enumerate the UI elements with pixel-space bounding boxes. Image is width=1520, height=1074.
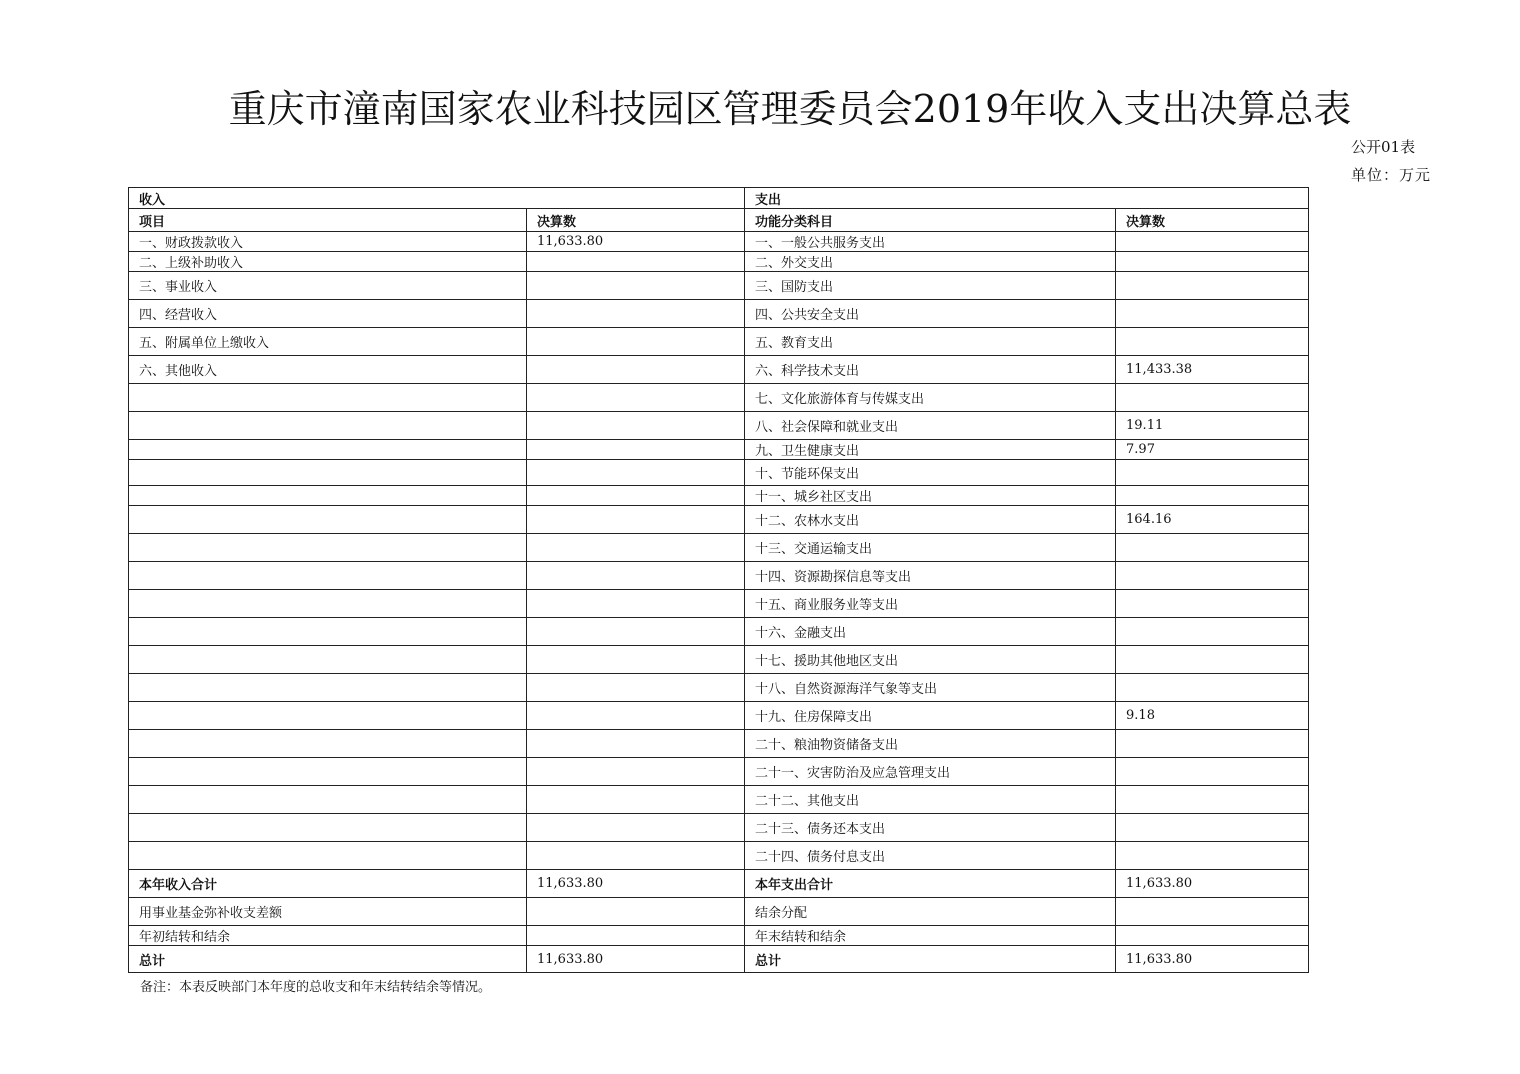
expense-amount-cell: 164.16 xyxy=(1116,506,1309,534)
col-header-amount2: 决算数 xyxy=(1116,209,1309,232)
expense-amount-cell xyxy=(1116,384,1309,412)
year-expense-label: 本年支出合计 xyxy=(745,870,1116,898)
income-amount-cell xyxy=(527,618,745,646)
page-title: 重庆市潼南国家农业科技园区管理委员会2019年收入支出决算总表 xyxy=(228,87,1352,131)
income-item-cell xyxy=(129,814,527,842)
expense-item-cell: 二十二、其他支出 xyxy=(745,786,1116,814)
expense-item-cell: 十三、交通运输支出 xyxy=(745,534,1116,562)
income-item-cell: 六、其他收入 xyxy=(129,356,527,384)
income-item-cell: 五、附属单位上缴收入 xyxy=(129,328,527,356)
expense-amount-cell xyxy=(1116,252,1309,272)
unit-label: 单位：万元 xyxy=(1351,166,1432,184)
income-item-cell: 四、经营收入 xyxy=(129,300,527,328)
expense-amount-cell xyxy=(1116,786,1309,814)
income-amount-cell xyxy=(527,562,745,590)
table-row xyxy=(129,300,1309,328)
expense-amount-cell xyxy=(1116,486,1309,506)
income-amount-cell xyxy=(527,814,745,842)
total-expense-value: 11,633.80 xyxy=(1116,946,1309,973)
expense-item-cell: 十二、农林水支出 xyxy=(745,506,1116,534)
income-amount-cell: 11,633.80 xyxy=(527,232,745,252)
income-item-cell xyxy=(129,506,527,534)
begin-value xyxy=(527,926,745,946)
income-item-cell: 三、事业收入 xyxy=(129,272,527,300)
end-label: 年末结转和结余 xyxy=(745,926,1116,946)
expense-item-cell: 八、社会保障和就业支出 xyxy=(745,412,1116,440)
col-header-item: 项目 xyxy=(129,209,527,232)
table-row xyxy=(129,842,1309,870)
income-amount-cell xyxy=(527,534,745,562)
table-row xyxy=(129,702,1309,730)
table-row xyxy=(129,534,1309,562)
year-expense-value: 11,633.80 xyxy=(1116,870,1309,898)
income-amount-cell xyxy=(527,440,745,460)
table-row xyxy=(129,440,1309,460)
year-income-value: 11,633.80 xyxy=(527,870,745,898)
expense-amount-cell xyxy=(1116,562,1309,590)
expense-item-cell: 十九、住房保障支出 xyxy=(745,702,1116,730)
surplus-dist-value xyxy=(1116,898,1309,926)
table-row xyxy=(129,814,1309,842)
table-row xyxy=(129,412,1309,440)
col-header-amount: 决算数 xyxy=(527,209,745,232)
budget-table xyxy=(128,187,1309,973)
col-header-func-item: 功能分类科目 xyxy=(745,209,1116,232)
expense-item-cell: 二十一、灾害防治及应急管理支出 xyxy=(745,758,1116,786)
income-amount-cell xyxy=(527,384,745,412)
income-amount-cell xyxy=(527,272,745,300)
table-row xyxy=(129,758,1309,786)
income-item-cell xyxy=(129,590,527,618)
income-item-cell xyxy=(129,384,527,412)
expense-item-cell: 三、国防支出 xyxy=(745,272,1116,300)
expense-amount-cell xyxy=(1116,460,1309,486)
expense-amount-cell xyxy=(1116,814,1309,842)
income-item-cell xyxy=(129,412,527,440)
income-item-cell xyxy=(129,758,527,786)
expense-item-cell: 十、节能环保支出 xyxy=(745,460,1116,486)
income-amount-cell xyxy=(527,758,745,786)
expense-amount-cell xyxy=(1116,758,1309,786)
footnote: 备注：本表反映部门本年度的总收支和年末结转结余等情况。 xyxy=(140,980,492,995)
income-amount-cell xyxy=(527,356,745,384)
income-amount-cell xyxy=(527,486,745,506)
expense-header: 支出 xyxy=(745,188,1309,209)
grand-total-row xyxy=(129,946,1309,973)
income-item-cell xyxy=(129,702,527,730)
expense-amount-cell: 19.11 xyxy=(1116,412,1309,440)
table-row xyxy=(129,674,1309,702)
end-value xyxy=(1116,926,1309,946)
income-header: 收入 xyxy=(129,188,745,209)
expense-amount-cell xyxy=(1116,618,1309,646)
table-row xyxy=(129,590,1309,618)
expense-item-cell: 十四、资源勘探信息等支出 xyxy=(745,562,1116,590)
expense-amount-cell: 11,433.38 xyxy=(1116,356,1309,384)
year-income-label: 本年收入合计 xyxy=(129,870,527,898)
table-row xyxy=(129,646,1309,674)
table-row xyxy=(129,232,1309,252)
table-row xyxy=(129,786,1309,814)
expense-item-cell: 四、公共安全支出 xyxy=(745,300,1116,328)
income-amount-cell xyxy=(527,674,745,702)
income-item-cell xyxy=(129,646,527,674)
expense-amount-cell xyxy=(1116,842,1309,870)
income-item-cell xyxy=(129,618,527,646)
income-amount-cell xyxy=(527,412,745,440)
expense-item-cell: 九、卫生健康支出 xyxy=(745,440,1116,460)
expense-amount-cell xyxy=(1116,534,1309,562)
column-header-row xyxy=(129,209,1309,232)
expense-amount-cell: 7.97 xyxy=(1116,440,1309,460)
fund-label: 用事业基金弥补收支差额 xyxy=(129,898,527,926)
income-item-cell xyxy=(129,486,527,506)
table-row xyxy=(129,506,1309,534)
total-expense-label: 总计 xyxy=(745,946,1116,973)
expense-amount-cell xyxy=(1116,272,1309,300)
expense-item-cell: 一、一般公共服务支出 xyxy=(745,232,1116,252)
expense-amount-cell xyxy=(1116,674,1309,702)
table-row xyxy=(129,272,1309,300)
expense-item-cell: 二十四、债务付息支出 xyxy=(745,842,1116,870)
expense-item-cell: 十一、城乡社区支出 xyxy=(745,486,1116,506)
income-item-cell xyxy=(129,440,527,460)
income-amount-cell xyxy=(527,646,745,674)
income-amount-cell xyxy=(527,730,745,758)
income-amount-cell xyxy=(527,590,745,618)
expense-item-cell: 五、教育支出 xyxy=(745,328,1116,356)
income-amount-cell xyxy=(527,300,745,328)
expense-item-cell: 六、科学技术支出 xyxy=(745,356,1116,384)
income-item-cell: 一、财政拨款收入 xyxy=(129,232,527,252)
income-item-cell xyxy=(129,786,527,814)
expense-amount-cell xyxy=(1116,328,1309,356)
expense-item-cell: 二十三、债务还本支出 xyxy=(745,814,1116,842)
year-total-row xyxy=(129,870,1309,898)
income-item-cell xyxy=(129,674,527,702)
expense-item-cell: 二十、粮油物资储备支出 xyxy=(745,730,1116,758)
fund-row xyxy=(129,898,1309,926)
table-row xyxy=(129,486,1309,506)
carryover-row xyxy=(129,926,1309,946)
section-header-row xyxy=(129,188,1309,209)
table-row xyxy=(129,384,1309,412)
expense-item-cell: 十八、自然资源海洋气象等支出 xyxy=(745,674,1116,702)
table-row xyxy=(129,328,1309,356)
fund-value xyxy=(527,898,745,926)
income-item-cell xyxy=(129,730,527,758)
table-row xyxy=(129,618,1309,646)
income-amount-cell xyxy=(527,506,745,534)
begin-label: 年初结转和结余 xyxy=(129,926,527,946)
income-item-cell xyxy=(129,460,527,486)
income-amount-cell xyxy=(527,252,745,272)
income-item-cell xyxy=(129,534,527,562)
income-amount-cell xyxy=(527,842,745,870)
surplus-dist-label: 结余分配 xyxy=(745,898,1116,926)
total-income-value: 11,633.80 xyxy=(527,946,745,973)
table-row xyxy=(129,562,1309,590)
expense-amount-cell: 9.18 xyxy=(1116,702,1309,730)
expense-item-cell: 十七、援助其他地区支出 xyxy=(745,646,1116,674)
income-amount-cell xyxy=(527,328,745,356)
expense-item-cell: 二、外交支出 xyxy=(745,252,1116,272)
expense-amount-cell xyxy=(1116,300,1309,328)
income-amount-cell xyxy=(527,460,745,486)
expense-item-cell: 十六、金融支出 xyxy=(745,618,1116,646)
income-amount-cell xyxy=(527,702,745,730)
income-item-cell xyxy=(129,562,527,590)
income-amount-cell xyxy=(527,786,745,814)
income-item-cell: 二、上级补助收入 xyxy=(129,252,527,272)
table-row xyxy=(129,356,1309,384)
expense-item-cell: 十五、商业服务业等支出 xyxy=(745,590,1116,618)
expense-amount-cell xyxy=(1116,730,1309,758)
table-row xyxy=(129,252,1309,272)
expense-amount-cell xyxy=(1116,232,1309,252)
expense-item-cell: 七、文化旅游体育与传媒支出 xyxy=(745,384,1116,412)
total-income-label: 总计 xyxy=(129,946,527,973)
expense-amount-cell xyxy=(1116,590,1309,618)
income-item-cell xyxy=(129,842,527,870)
form-number: 公开01表 xyxy=(1351,138,1416,156)
expense-amount-cell xyxy=(1116,646,1309,674)
table-row xyxy=(129,460,1309,486)
table-row xyxy=(129,730,1309,758)
